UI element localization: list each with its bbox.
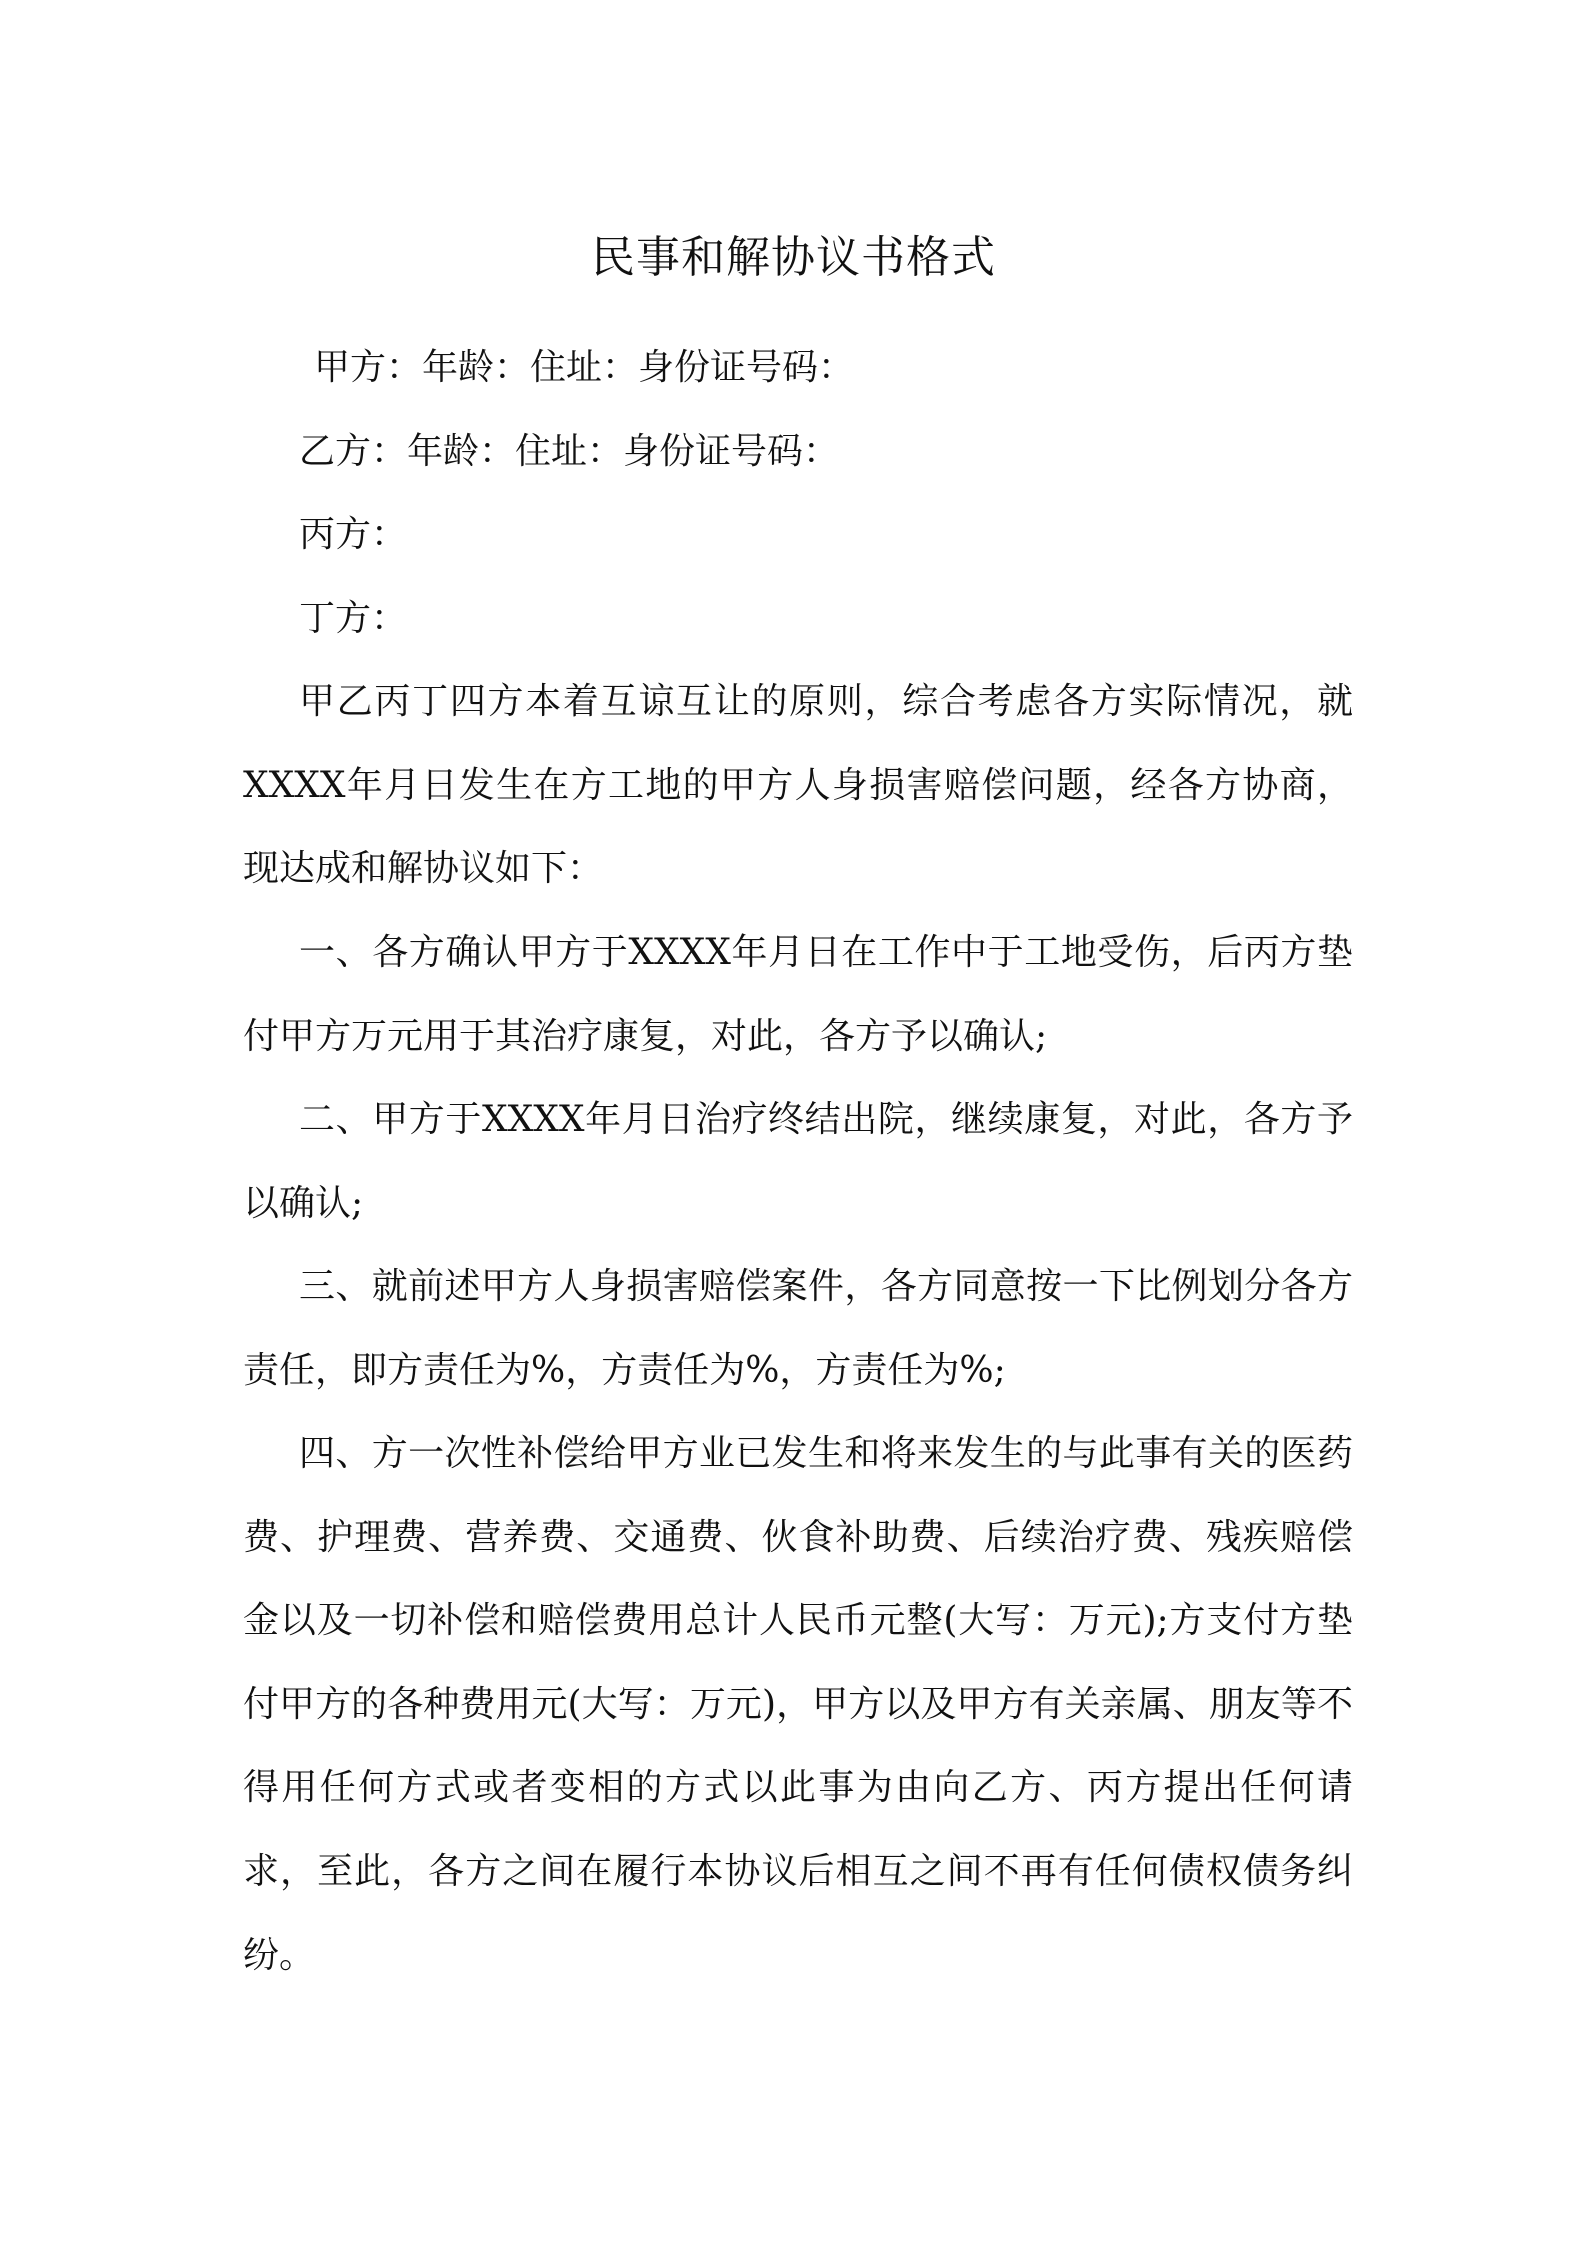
party-a-line: 甲方：年龄：住址：身份证号码： — [314, 347, 855, 388]
party-b-line: 乙方：年龄：住址：身份证号码： — [299, 431, 840, 472]
clause-2-paragraph: 二、甲方于XXXX年月日治疗终结出院，继续康复，对此，各方予以确认; — [243, 1099, 1353, 1224]
intro-paragraph: 甲乙丙丁四方本着互谅互让的原则，综合考虑各方实际情况，就XXXX年月日发生在方工地的甲方人身损害赔偿问题，经各方协商，现达成和解协议如下： — [243, 681, 1353, 890]
party-d-line: 丁方： — [299, 598, 408, 639]
document-title: 民事和解协议书格式 — [591, 232, 996, 283]
clause-3-paragraph: 三、就前述甲方人身损害赔偿案件，各方同意按一下比例划分各方责任，即方责任为%，方责任为%，方责任为%; — [243, 1266, 1353, 1391]
party-c-line: 丙方： — [299, 514, 408, 555]
clause-1-paragraph: 一、各方确认甲方于XXXX年月日在工作中于工地受伤，后丙方垫付甲方万元用于其治疗康复，对此，各方予以确认; — [243, 932, 1353, 1057]
clause-4-paragraph: 四、方一次性补偿给甲方业已发生和将来发生的与此事有关的医药费、护理费、营养费、交通费、伙食补助费、后续治疗费、残疾赔偿金以及一切补偿和赔偿费用总计人民币元整(大写：万元);方支付方垫付甲方的各种费用元(大写：万元)，甲方以及甲方有关亲属、朋友等不得用任何方式或者变相的方式以此事为由向乙方、丙方提出任何请求，至此，各方之间在履行本协议后相互之间不再有任何债权债务纠纷。 — [243, 1433, 1353, 1976]
